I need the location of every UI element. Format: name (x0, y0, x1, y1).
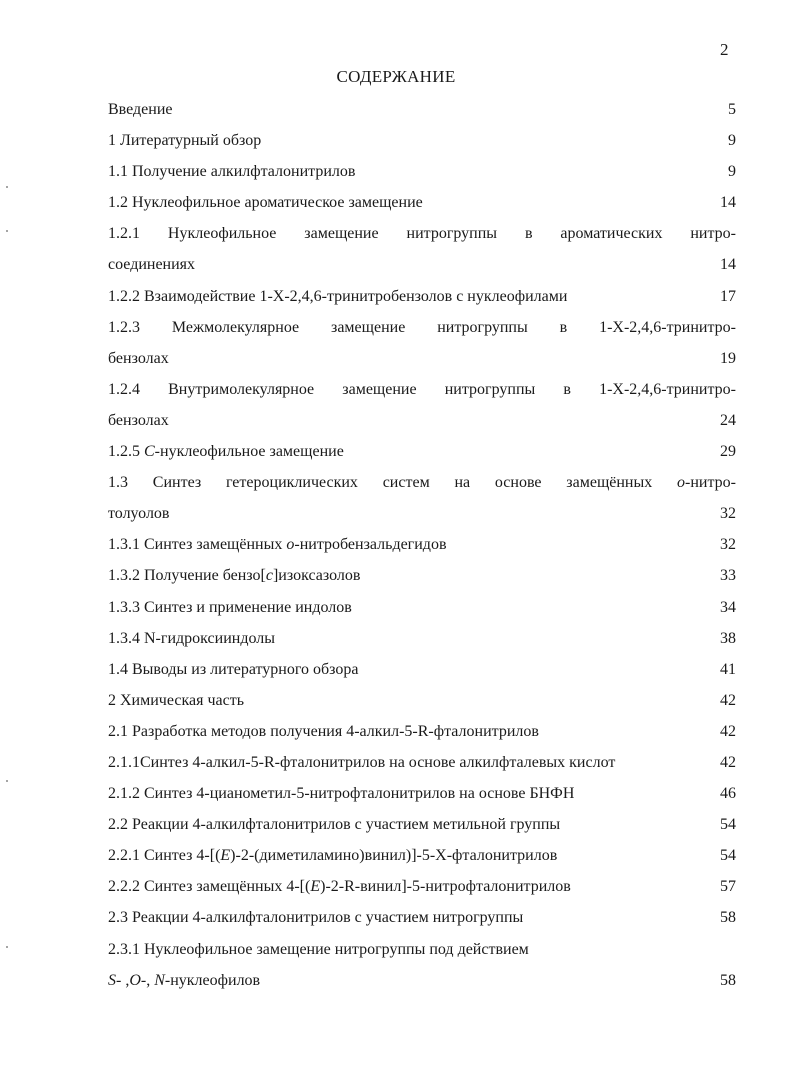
toc-entry[interactable]: 2.1 Разработка методов получения 4-алкил-5-R-фталонитрилов 42 (108, 716, 736, 747)
scan-speck (6, 186, 8, 188)
toc-entry[interactable]: 2 Химическая часть 42 (108, 685, 736, 716)
toc-entry[interactable]: 2.2.1 Синтез 4-[(E)-2-(диметиламино)винил)]-5-X-фталонитрилов 54 (108, 840, 736, 871)
toc-page-number: 57 (720, 878, 736, 896)
toc-page-number: 19 (720, 349, 736, 367)
scan-speck (6, 946, 8, 948)
toc-page-number: 14 (720, 256, 736, 274)
toc-page-number: 42 (720, 722, 736, 740)
scan-speck (6, 230, 8, 232)
toc-entry[interactable]: 1.2 Нуклеофильное ароматическое замещение 14 (108, 187, 736, 218)
toc-page-number: 54 (720, 816, 736, 834)
toc-entry[interactable]: 1.2.5 C-нуклеофильное замещение 29 (108, 436, 736, 467)
scan-speck (6, 780, 8, 782)
toc-entry[interactable]: 2.3.1 Нуклеофильное замещение нитрогруппы под действием (108, 940, 529, 958)
page-number: 2 (720, 40, 729, 59)
toc-entry[interactable]: 1 Литературный обзор 9 (108, 125, 736, 156)
toc-page-number: 32 (720, 536, 736, 554)
toc-entry[interactable]: 1.2.4 Внутримолекулярное замещение нитрогруппы в 1-X-2,4,6-тринитро- (108, 380, 736, 398)
toc-entry[interactable]: 1.3 Синтез гетероциклических систем на основе замещённых o-нитро- (108, 474, 736, 492)
toc-page-number: 29 (720, 443, 736, 461)
toc-page-number: 38 (720, 629, 736, 647)
toc-page-number: 58 (720, 971, 736, 989)
page-title: СОДЕРЖАНИЕ (336, 67, 456, 86)
toc-entry[interactable]: 1.2.2 Взаимодействие 1-X-2,4,6-тринитробензолов с нуклеофилами 17 (108, 281, 736, 312)
toc-page-number: 34 (720, 598, 736, 616)
toc-page-number: 17 (720, 287, 736, 305)
toc-entry[interactable]: 2.3 Реакции 4-алкилфталонитрилов с участием нитрогруппы 58 (108, 902, 736, 933)
toc-entry[interactable]: 2.1.1Синтез 4-алкил-5-R-фталонитрилов на основе алкилфталевых кислот 42 (108, 747, 736, 778)
toc-page-number: 42 (720, 753, 736, 771)
toc-page-number: 5 (728, 101, 736, 118)
toc-entry[interactable]: 1.2.3 Межмолекулярное замещение нитрогруппы в 1-X-2,4,6-тринитро- (108, 318, 736, 336)
toc-page-number: 58 (720, 909, 736, 927)
toc-entry-continuation[interactable]: бензолах 24 (108, 405, 736, 436)
toc-page-number: 24 (720, 411, 736, 429)
toc-entry[interactable]: 2.2 Реакции 4-алкилфталонитрилов с участием метильной группы 54 (108, 809, 736, 840)
toc-page-number: 9 (728, 132, 736, 150)
toc-page-number: 54 (720, 847, 736, 865)
toc-entry[interactable]: 1.3.3 Синтез и применение индолов 34 (108, 592, 736, 623)
toc-entry-continuation[interactable]: соединениях 14 (108, 249, 736, 280)
toc-entry-continuation[interactable]: толуолов 32 (108, 498, 736, 529)
toc-entry[interactable]: 2.1.2 Синтез 4-цианометил-5-нитрофталонитрилов на основе БНФН 46 (108, 778, 736, 809)
toc-page-number: 9 (728, 163, 736, 181)
toc-entry[interactable]: 1.4 Выводы из литературного обзора 41 (108, 654, 736, 685)
toc-entry-continuation[interactable]: бензолах 19 (108, 343, 736, 374)
toc-page-number: 42 (720, 691, 736, 709)
toc-entry[interactable]: 2.2.2 Синтез замещённых 4-[(E)-2-R-винил]-5-нитрофталонитрилов 57 (108, 871, 736, 902)
table-of-contents (108, 94, 736, 996)
toc-entry[interactable]: 1.3.4 N-гидроксииндолы 38 (108, 623, 736, 654)
toc-entry[interactable]: 1.1 Получение алкилфталонитрилов 9 (108, 156, 736, 187)
toc-page-number: 33 (720, 567, 736, 585)
toc-entry[interactable]: 1.3.1 Синтез замещённых o-нитробензальдегидов 32 (108, 529, 736, 560)
toc-page-number: 41 (720, 660, 736, 678)
toc-entry[interactable]: 1.3.2 Получение бензо[c]изоксазолов 33 (108, 560, 736, 591)
toc-entry-continuation[interactable]: S- ,O-, N-нуклеофилов 58 (108, 965, 736, 996)
toc-entry[interactable]: Введение 5 (108, 94, 736, 125)
toc-page-number: 46 (720, 785, 736, 803)
toc-entry[interactable]: 1.2.1 Нуклеофильное замещение нитрогруппы в ароматических нитро- (108, 225, 736, 243)
toc-page-number: 32 (720, 505, 736, 523)
toc-page-number: 14 (720, 194, 736, 212)
